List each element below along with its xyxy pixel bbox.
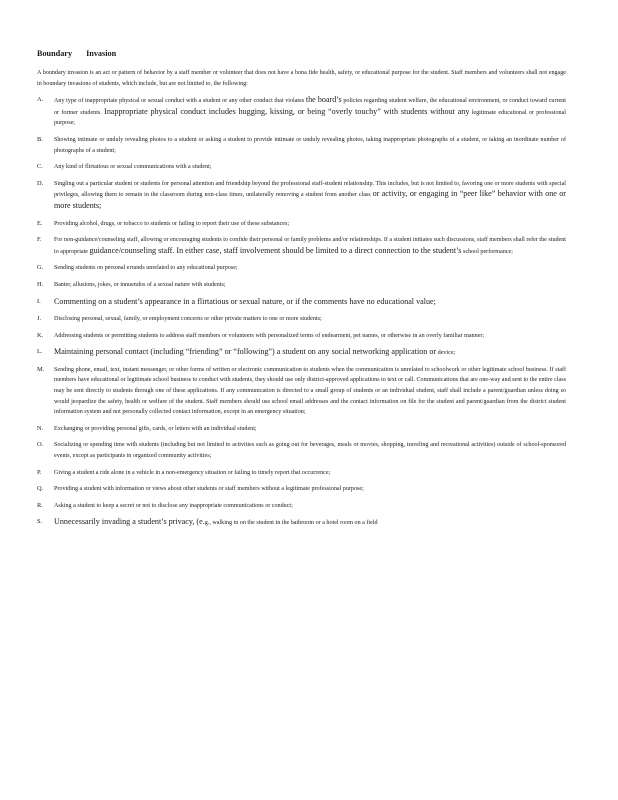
- list-item: [37, 347, 566, 359]
- list-item-text-segment: Commenting on a student’s appearance in a flirtatious or sexual nature, or if the comments have no educational value;: [54, 296, 436, 306]
- list-item: [37, 235, 566, 257]
- list-item-text-segment: Banter, allusions, jokes, or innuendos of a sexual nature with students;: [54, 281, 226, 288]
- list-item: [37, 517, 566, 529]
- list-item-text-segment: school performance;: [461, 248, 513, 255]
- list-item-text: [54, 162, 566, 173]
- list-item-letter: Q.: [37, 485, 44, 493]
- list-item-text-segment: g., walking in on the student in the bathroom or a hotel room on a field: [204, 520, 378, 527]
- list-item-letter: M.: [37, 365, 45, 373]
- list-item: [37, 280, 566, 291]
- list-item-text: [54, 219, 566, 230]
- list-item-text: [54, 297, 566, 309]
- list-item-text: [54, 179, 566, 213]
- list-item-letter: E.: [37, 219, 43, 227]
- list-item-text: [54, 501, 566, 512]
- list-item-text-segment: Unnecessarily invading a student’s privacy, (e.: [54, 517, 205, 527]
- list-item-text: [54, 280, 566, 291]
- list-item: [37, 468, 566, 479]
- list-item-text: [54, 95, 566, 129]
- list-item: [37, 135, 566, 156]
- list-item-text: [54, 135, 566, 156]
- list-item-text-segment: Inappropriate physical conduct includes hugging, kissing, or being “overly touchy” with students without any: [104, 106, 470, 116]
- list-item-text-segment: Disclosing personal, sexual, family, or employment concerns or other private matters to one or more students;: [54, 316, 322, 323]
- list-item-letter: R.: [37, 501, 43, 509]
- list-item-text-segment: Showing intimate or unduly revealing photos to a student or asking a student to provide intimate or unduly revealing photos, taking inappropriate photographs of a student, or taking an inordinate number of photographs of a student;: [54, 136, 566, 154]
- list-item-letter: D.: [37, 179, 44, 187]
- list-item: [37, 179, 566, 213]
- list-item-letter: F.: [37, 236, 42, 244]
- list-item-text: [54, 331, 566, 342]
- list-item: [37, 501, 566, 512]
- list-item-letter: B.: [37, 135, 43, 143]
- list-item: [37, 424, 566, 435]
- list-item-letter: L.: [37, 348, 43, 356]
- list-item: [37, 162, 566, 173]
- list-item-letter: N.: [37, 424, 44, 432]
- list-item: [37, 331, 566, 342]
- list-item: [37, 263, 566, 274]
- list-item-letter: H.: [37, 280, 44, 288]
- list-item-text-segment: For non-guidance/counseling staff, allowing or encouraging students to confide their personal or family problems and/or relationships. If a student initiates such discussions, staff members shall refer the student to appropriate: [54, 237, 566, 255]
- list-item: [37, 484, 566, 495]
- list-item-text-segment: legitimate educational or professional purpose;: [54, 109, 566, 127]
- list-item-text: [54, 517, 566, 529]
- list-item-text-segment: Sending phone, email, text, instant messenger, or other forms of written or electronic communication to students when the communication is unrelated to schoolwork or other legitimate school business. If staff members have educational or legitimate school business to conduct with students, they should use only district-approved applications to text or call. Communications that are one-way and sent to the entire class may be sent directly to students through one of these applications. If any communication is directed to a small group of students or an individual student, staff shall include a parent/guardian unless doing so would jeopardize the safety, health or welfare of the student. Staff members should use school email addresses and the contact information on file for the student and parent/guardian from the district student information system and not personally collected contact information, except in an emergency situation;: [54, 366, 566, 416]
- list-item-letter: S.: [37, 518, 43, 526]
- list-item: [37, 365, 566, 418]
- section-heading: Boundary Invasion: [37, 49, 117, 58]
- list-item: [37, 314, 566, 325]
- list-item-text-segment: Asking a student to keep a secret or not to disclose any inappropriate communications or conduct;: [54, 502, 293, 509]
- list-item-text-segment: Maintaining personal contact (including “friending” or “following”) a student on any social networking application or: [54, 347, 437, 357]
- list-item-letter: I.: [37, 297, 41, 305]
- list-item-text-segment: or activity, or engaging in “peer like” behavior with one or more students;: [54, 189, 567, 210]
- list-item-text: [54, 424, 566, 435]
- list-item-text-segment: Singling out a particular student or students for personal attention and friendship beyond the professional staff-student relationship. This includes, but is not limited to, favoring one or more students with special privileges, allowing them to remain in the classroom during non-class times, unilaterally removing a student from another class: [54, 180, 566, 199]
- list-item: [37, 95, 566, 129]
- list-item-text: [54, 235, 566, 257]
- intro-paragraph: A boundary invasion is an act or pattern of behavior by a staff member or volunteer that does not have a bona fide health, safety, or educational purpose for the student. Staff members and volunteers shall not engage in boundary invasions of students, which include, but are not limited to, the following:: [37, 70, 566, 87]
- list-item-text-segment: Providing alcohol, drugs, or tobacco to students or failing to report their use of these substances;: [54, 220, 290, 227]
- list-item-text-segment: Any kind of flirtatious or sexual communications with a student;: [54, 164, 212, 171]
- list-item-text-segment: Exchanging or providing personal gifts, cards, or letters with an individual student;: [54, 425, 257, 432]
- list-item: [37, 297, 566, 309]
- list-item-letter: O.: [37, 441, 44, 449]
- list-item-text-segment: guidance/counseling staff. In either case, staff involvement should be limited to a direct connection to the student’s: [89, 245, 462, 255]
- list-item-text: [54, 314, 566, 325]
- list-item-text-segment: Any type of inappropriate physical or sexual conduct with a student or any other conduct that violates: [54, 98, 306, 105]
- list-item-text: [54, 263, 566, 274]
- list-item-text: [54, 468, 566, 479]
- list-item-text: [54, 484, 566, 495]
- list-item-letter: C.: [37, 163, 43, 171]
- list-item-text-segment: Socializing or spending time with students (including but not limited to activities such as going out for beverages, meals or movies, shopping, traveling and recreational activities) outside of school-sponsored events, except as participants in organized community activities;: [54, 442, 566, 460]
- list-item-text-segment: Addressing students or permitting students to address staff members or volunteers with personalized terms of endearment, pet names, or otherwise in an overly familiar manner;: [54, 332, 485, 339]
- list-item-letter: J.: [37, 315, 42, 323]
- list-item-text-segment: Sending students on personal errands unrelated to any educational purpose;: [54, 265, 238, 272]
- list-item-text-segment: the board’s: [305, 95, 342, 105]
- list-item-letter: G.: [37, 264, 44, 272]
- list-item: [37, 440, 566, 461]
- boundary-invasion-list: [37, 95, 566, 529]
- list-item-letter: P.: [37, 468, 42, 476]
- list-item-text: [54, 440, 566, 461]
- list-item-text-segment: device;: [436, 350, 456, 357]
- list-item-letter: K.: [37, 331, 44, 339]
- list-item-text-segment: Providing a student with information or views about other students or staff members without a legitimate professional purpose;: [54, 486, 364, 493]
- list-item-text-segment: Giving a student a ride alone in a vehicle in a non-emergency situation or failing to timely report that occurrence;: [54, 469, 331, 476]
- list-item: [37, 219, 566, 230]
- list-item-text-segment: policies regarding student welfare, the educational environment, or conduct toward current or former students.: [54, 98, 566, 116]
- list-item-text: [54, 365, 566, 418]
- list-item-text: [54, 347, 566, 359]
- list-item-letter: A.: [37, 96, 44, 104]
